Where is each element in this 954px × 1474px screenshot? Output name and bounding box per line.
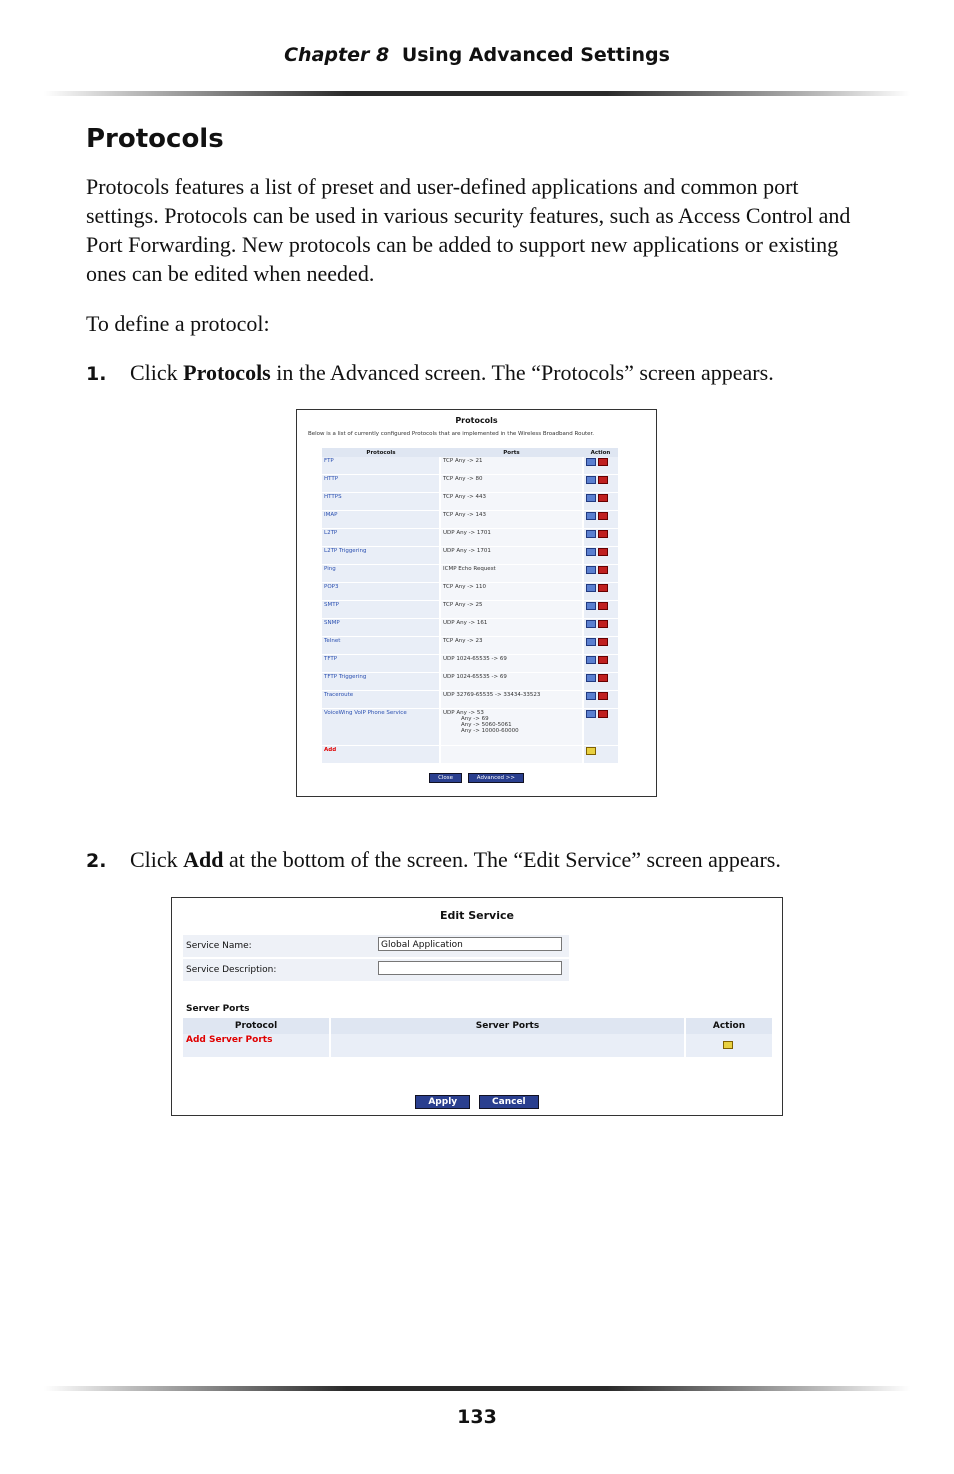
table-row <box>322 529 618 547</box>
row-actions <box>583 547 618 565</box>
page-number: 133 <box>457 1406 497 1428</box>
edit-icon[interactable] <box>586 674 596 682</box>
protocol-name[interactable]: L2TP Triggering <box>322 547 440 565</box>
delete-icon[interactable] <box>598 602 608 610</box>
protocols-table <box>322 448 618 764</box>
protocol-name[interactable]: Traceroute <box>322 691 440 709</box>
edit-icon[interactable] <box>586 512 596 520</box>
delete-icon[interactable] <box>598 494 608 502</box>
edit-icon[interactable] <box>586 548 596 556</box>
row-actions <box>583 673 618 691</box>
footer-rule <box>44 1386 910 1391</box>
table-row <box>322 619 618 637</box>
delete-icon[interactable] <box>598 656 608 664</box>
lead-text: To define a protocol: <box>86 311 270 336</box>
table-row <box>322 457 618 475</box>
row-actions <box>583 637 618 655</box>
empty-cell <box>330 1034 685 1057</box>
table-row <box>322 637 618 655</box>
table-row <box>322 655 618 673</box>
protocol-name[interactable]: POP3 <box>322 583 440 601</box>
port-line: UDP Any -> 53 <box>443 710 484 716</box>
protocol-name[interactable]: HTTPS <box>322 493 440 511</box>
edit-service-screenshot <box>171 897 783 1116</box>
step-bold: Add <box>183 847 224 872</box>
port-line: Any -> 10000-60000 <box>461 728 519 734</box>
col-action: Action <box>583 448 618 457</box>
step-text: Click <box>130 360 184 385</box>
col-protocol: Protocol <box>183 1018 330 1034</box>
protocol-ports: TCP Any -> 110 <box>440 583 583 601</box>
add-link[interactable]: Add <box>322 746 440 764</box>
row-actions <box>583 529 618 547</box>
row-actions <box>583 619 618 637</box>
col-protocols: Protocols <box>322 448 440 457</box>
edit-icon[interactable] <box>586 602 596 610</box>
edit-icon[interactable] <box>586 458 596 466</box>
service-description-label: Service Description: <box>186 965 277 975</box>
apply-button[interactable]: Apply <box>415 1095 470 1109</box>
chapter-title: Using Advanced Settings <box>401 44 670 66</box>
protocol-ports <box>440 709 583 746</box>
protocol-ports: UDP Any -> 1701 <box>440 547 583 565</box>
row-actions <box>583 565 618 583</box>
protocols-screenshot <box>296 409 657 797</box>
empty-cell <box>440 746 583 764</box>
server-ports-table <box>183 1018 774 1057</box>
delete-icon[interactable] <box>598 620 608 628</box>
protocol-name[interactable]: VoiceWing VoIP Phone Service <box>322 709 440 746</box>
protocol-ports: UDP 32769-65535 -> 33434-33523 <box>440 691 583 709</box>
protocol-ports: TCP Any -> 21 <box>440 457 583 475</box>
row-actions <box>583 655 618 673</box>
edit-icon[interactable] <box>586 692 596 700</box>
protocol-ports: TCP Any -> 143 <box>440 511 583 529</box>
col-action: Action <box>685 1018 773 1034</box>
row-actions <box>583 583 618 601</box>
step-text: Click <box>130 847 184 872</box>
step-bold: Protocols <box>183 360 271 385</box>
row-actions <box>583 691 618 709</box>
edit-icon[interactable] <box>586 494 596 502</box>
protocol-ports: ICMP Echo Request <box>440 565 583 583</box>
step-1 <box>86 360 774 386</box>
protocol-name[interactable]: L2TP <box>322 529 440 547</box>
table-row <box>322 565 618 583</box>
service-description-row <box>183 959 569 981</box>
port-line: Any -> 69 <box>461 716 489 722</box>
delete-icon[interactable] <box>598 566 608 574</box>
protocol-name[interactable]: FTP <box>322 457 440 475</box>
col-server-ports: Server Ports <box>330 1018 685 1034</box>
protocol-ports: UDP 1024-65535 -> 69 <box>440 655 583 673</box>
edit-icon[interactable] <box>586 566 596 574</box>
delete-icon[interactable] <box>598 584 608 592</box>
row-actions <box>583 493 618 511</box>
edit-icon[interactable] <box>586 656 596 664</box>
table-row <box>322 601 618 619</box>
protocols-subtitle: Below is a list of currently configured Protocols that are implemented in the Wireless Broadband Router. <box>308 431 595 437</box>
table-row <box>322 691 618 709</box>
edit-service-buttons <box>172 1095 782 1109</box>
cancel-button[interactable]: Cancel <box>479 1095 539 1109</box>
header-rule <box>44 91 910 96</box>
protocol-name[interactable]: TFTP Triggering <box>322 673 440 691</box>
protocol-ports: TCP Any -> 23 <box>440 637 583 655</box>
table-row <box>322 493 618 511</box>
row-actions <box>685 1034 773 1057</box>
table-row <box>322 511 618 529</box>
protocol-name[interactable]: HTTP <box>322 475 440 493</box>
delete-icon[interactable] <box>598 476 608 484</box>
protocols-buttons <box>297 773 656 783</box>
table-row <box>183 1034 773 1057</box>
port-line: Any -> 5060-5061 <box>461 722 512 728</box>
service-name-row <box>183 935 569 957</box>
protocol-name[interactable]: Ping <box>322 565 440 583</box>
edit-icon[interactable] <box>586 530 596 538</box>
delete-icon[interactable] <box>598 548 608 556</box>
protocol-name[interactable]: TFTP <box>322 655 440 673</box>
delete-icon[interactable] <box>598 674 608 682</box>
advanced-button[interactable]: Advanced >> <box>468 773 524 783</box>
delete-icon[interactable] <box>598 458 608 466</box>
delete-icon[interactable] <box>598 692 608 700</box>
col-ports: Ports <box>440 448 583 457</box>
add-icon[interactable] <box>586 747 596 755</box>
delete-icon[interactable] <box>598 512 608 520</box>
delete-icon[interactable] <box>598 530 608 538</box>
step-text: in the Advanced screen. The “Protocols” screen appears. <box>270 360 774 385</box>
edit-icon[interactable] <box>586 584 596 592</box>
protocol-ports: TCP Any -> 443 <box>440 493 583 511</box>
protocol-ports: TCP Any -> 80 <box>440 475 583 493</box>
row-actions <box>583 601 618 619</box>
table-row <box>322 547 618 565</box>
protocols-title: Protocols <box>455 416 498 425</box>
delete-icon[interactable] <box>598 638 608 646</box>
row-actions <box>583 746 618 764</box>
service-description-input[interactable] <box>378 961 562 975</box>
add-server-ports-link[interactable]: Add Server Ports <box>183 1034 330 1057</box>
edit-icon[interactable] <box>586 638 596 646</box>
service-name-label: Service Name: <box>186 941 252 951</box>
protocol-name[interactable]: SNMP <box>322 619 440 637</box>
intro-paragraph: Protocols features a list of preset and user-defined applications and common port settings. Protocols can be used in various security features, such as Access Control and Port Forwarding. New protocols can be added to support new applications or existing ones can be edited when needed. <box>86 174 851 286</box>
protocol-name[interactable]: IMAP <box>322 511 440 529</box>
protocol-name[interactable]: SMTP <box>322 601 440 619</box>
page-header <box>0 44 954 66</box>
protocol-ports: UDP Any -> 1701 <box>440 529 583 547</box>
section-heading: Protocols <box>86 124 224 154</box>
table-row <box>322 475 618 493</box>
protocol-ports: TCP Any -> 25 <box>440 601 583 619</box>
row-actions <box>583 511 618 529</box>
step-number: 1. <box>86 363 107 385</box>
table-row <box>322 709 618 746</box>
protocol-ports: UDP 1024-65535 -> 69 <box>440 673 583 691</box>
server-ports-label: Server Ports <box>186 1004 250 1014</box>
protocol-ports: UDP Any -> 161 <box>440 619 583 637</box>
chapter-label: Chapter 8 <box>284 44 390 66</box>
protocol-name[interactable]: Telnet <box>322 637 440 655</box>
edit-icon[interactable] <box>586 710 596 718</box>
row-actions <box>583 709 618 746</box>
edit-icon[interactable] <box>586 476 596 484</box>
edit-service-title: Edit Service <box>440 909 514 922</box>
step-number: 2. <box>86 850 107 872</box>
delete-icon[interactable] <box>598 710 608 718</box>
close-button[interactable]: Close <box>429 773 462 783</box>
table-row <box>322 673 618 691</box>
step-text: at the bottom of the screen. The “Edit Service” screen appears. <box>223 847 781 872</box>
step-2 <box>86 847 781 873</box>
table-row <box>322 583 618 601</box>
table-row <box>322 746 618 764</box>
add-icon[interactable] <box>723 1041 733 1049</box>
row-actions <box>583 457 618 475</box>
service-name-input[interactable]: Global Application <box>378 937 562 951</box>
row-actions <box>583 475 618 493</box>
edit-icon[interactable] <box>586 620 596 628</box>
